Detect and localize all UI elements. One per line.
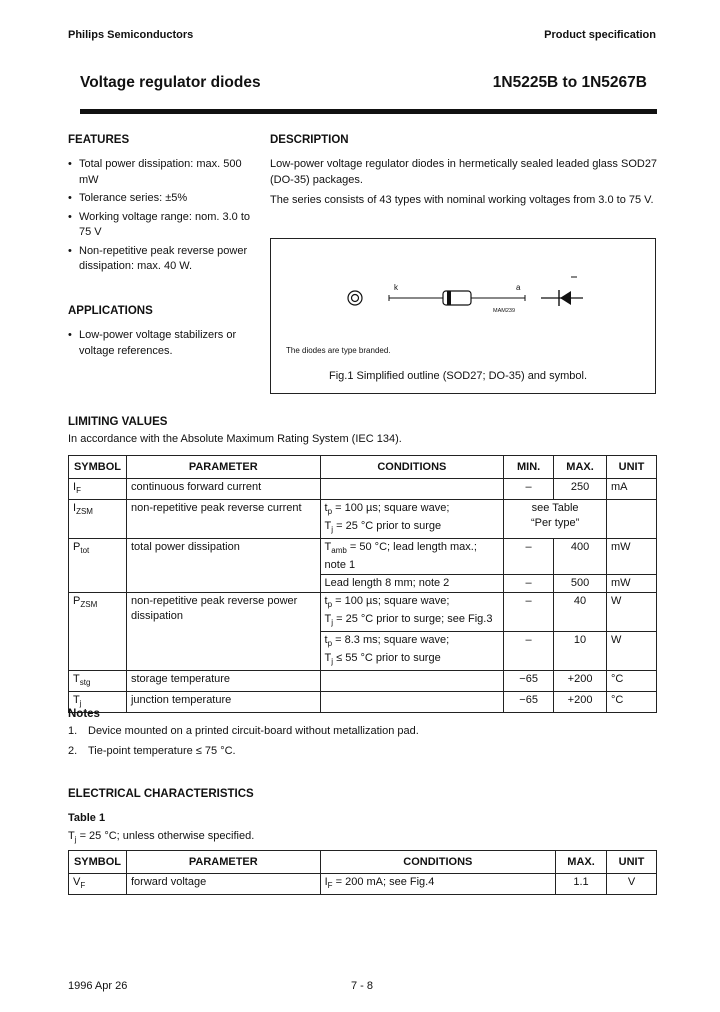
max-cell: 40	[554, 593, 607, 632]
conditions-cell: $t_p = 100$ µs; square wave; $T_j = 25$ °C prior to surge; see Fig.3	[320, 593, 504, 632]
conditions-cell: $t_p = 8.3$ ms; square wave; $T_j \le 55$ °C prior to surge	[320, 632, 504, 671]
table-row	[69, 874, 657, 895]
table-row	[69, 479, 657, 500]
parameter-cell: continuous forward current	[126, 479, 320, 500]
description-body	[270, 157, 660, 214]
unit-cell: °C	[607, 671, 657, 692]
col-header: MIN.	[504, 456, 554, 479]
end-view-icon	[348, 291, 362, 305]
unit-cell: mW	[607, 575, 657, 593]
applications-heading: APPLICATIONS	[68, 305, 153, 317]
col-header: UNIT	[607, 456, 657, 479]
zener-symbol-icon	[560, 291, 571, 305]
table-header-row	[69, 456, 657, 479]
parameter-cell: storage temperature	[126, 671, 320, 692]
unit-cell: mW	[607, 539, 657, 575]
col-header: CONDITIONS	[320, 851, 555, 874]
col-header: SYMBOL	[69, 851, 127, 874]
col-header: SYMBOL	[69, 456, 127, 479]
min-cell: −65	[504, 671, 554, 692]
symbol-cell: $P_{ZSM}$	[69, 593, 127, 671]
figure-box	[270, 238, 656, 394]
symbol-cell: $T_j$	[69, 692, 127, 713]
conditions-cell	[320, 479, 504, 500]
figure-code: MAM239	[493, 308, 516, 314]
min-cell: –	[504, 479, 554, 500]
limiting-values-heading: LIMITING VALUES	[68, 416, 168, 428]
list-item: • Non-repetitive peak reverse power dissipation: max. 40 W.	[68, 244, 258, 275]
table-label: Table 1	[68, 812, 106, 824]
min-cell: –	[504, 575, 554, 593]
table-row	[69, 593, 657, 632]
limiting-values-table	[68, 455, 657, 713]
parameter-cell: forward voltage	[126, 874, 320, 895]
limiting-values-intro: In accordance with the Absolute Maximum Rating System (IEC 134).	[68, 433, 402, 445]
unit-cell	[607, 500, 657, 539]
features-heading: FEATURES	[68, 134, 130, 146]
description-paragraph: The series consists of 43 types with nominal working voltages from 3.0 to 75 V.	[270, 194, 654, 206]
table-row	[69, 671, 657, 692]
min-cell: –	[504, 593, 554, 632]
conditions-cell	[320, 671, 504, 692]
conditions-cell: Lead length 8 mm; note 2	[320, 575, 504, 593]
label-a: a	[516, 283, 521, 292]
document-type: Product specification	[544, 29, 656, 41]
conditions-cell: $t_p = 100$ µs; square wave; $T_j = 25$ °C prior to surge	[320, 500, 504, 539]
figure-note: The diodes are type branded.	[286, 346, 391, 355]
notes-section	[68, 708, 419, 759]
unit-cell: W	[607, 593, 657, 632]
min-cell: –	[504, 632, 554, 671]
max-cell: 250	[554, 479, 607, 500]
symbol-cell: $P_{tot}$	[69, 539, 127, 593]
max-cell: 1.1	[556, 874, 607, 895]
symbol-cell: $I_{ZSM}$	[69, 500, 127, 539]
unit-cell: °C	[607, 692, 657, 713]
applications-list	[68, 328, 258, 362]
min-cell: –	[504, 539, 554, 575]
features-list	[68, 157, 258, 278]
list-item: • Low-power voltage stabilizers or voltage references.	[68, 328, 258, 359]
symbol-cell: $T_{stg}$	[69, 671, 127, 692]
description-paragraph: Low-power voltage regulator diodes in hermetically sealed leaded glass SOD27 (DO-35) packages.	[270, 158, 658, 186]
table-header-row	[69, 851, 657, 874]
figure-caption: Fig.1 Simplified outline (SOD27; DO-35) and symbol.	[329, 370, 587, 382]
table-row	[69, 500, 657, 539]
max-cell: +200	[554, 692, 607, 713]
minmax-cell: see Table “Per type”	[504, 500, 607, 539]
list-item: • Working voltage range: nom. 3.0 to 75 V	[68, 210, 258, 241]
min-cell: −65	[504, 692, 554, 713]
unit-cell: W	[607, 632, 657, 671]
label-k: k	[394, 283, 398, 292]
col-header: MAX.	[554, 456, 607, 479]
header-rule	[80, 109, 657, 114]
symbol-cell: $I_F$	[69, 479, 127, 500]
electrical-conditions: $T_j = 25$ °C; unless otherwise specified.	[68, 830, 255, 844]
col-header: PARAMETER	[126, 851, 320, 874]
list-item: • Tolerance series: ±5%	[68, 191, 258, 207]
unit-cell: V	[607, 874, 657, 895]
conditions-cell: $T_{amb} = 50$ °C; lead length max.; note 1	[320, 539, 504, 575]
unit-cell: mA	[607, 479, 657, 500]
conditions-cell: $I_F = 200$ mA; see Fig.4	[320, 874, 555, 895]
col-header: UNIT	[607, 851, 657, 874]
parameter-cell: non-repetitive peak reverse current	[126, 500, 320, 539]
parameter-cell: total power dissipation	[126, 539, 320, 593]
footer-date: 1996 Apr 26	[68, 980, 128, 992]
part-range: 1N5225B to 1N5267B	[492, 74, 647, 91]
col-header: PARAMETER	[126, 456, 320, 479]
note-item: 2. Tie-point temperature ≤ 75 °C.	[68, 744, 236, 757]
page-number: 7 - 8	[351, 980, 374, 992]
max-cell: 10	[554, 632, 607, 671]
page-title: Voltage regulator diodes	[80, 74, 261, 91]
max-cell: +200	[554, 671, 607, 692]
max-cell: 500	[554, 575, 607, 593]
note-item: 1. Device mounted on a printed circuit-board without metallization pad.	[68, 725, 419, 737]
symbol-cell: $V_F$	[69, 874, 127, 895]
parameter-cell: junction temperature	[126, 692, 320, 713]
company-name: Philips Semiconductors	[68, 29, 194, 41]
col-header: MAX.	[556, 851, 607, 874]
notes-heading: Notes	[68, 708, 100, 720]
electrical-table	[68, 850, 657, 895]
max-cell: 400	[554, 539, 607, 575]
col-header: CONDITIONS	[320, 456, 504, 479]
list-item: • Total power dissipation: max. 500 mW	[68, 157, 258, 188]
table-row	[69, 539, 657, 575]
electrical-heading: ELECTRICAL CHARACTERISTICS	[68, 788, 254, 800]
parameter-cell: non-repetitive peak reverse power dissipation	[126, 593, 320, 671]
description-heading: DESCRIPTION	[270, 134, 349, 146]
